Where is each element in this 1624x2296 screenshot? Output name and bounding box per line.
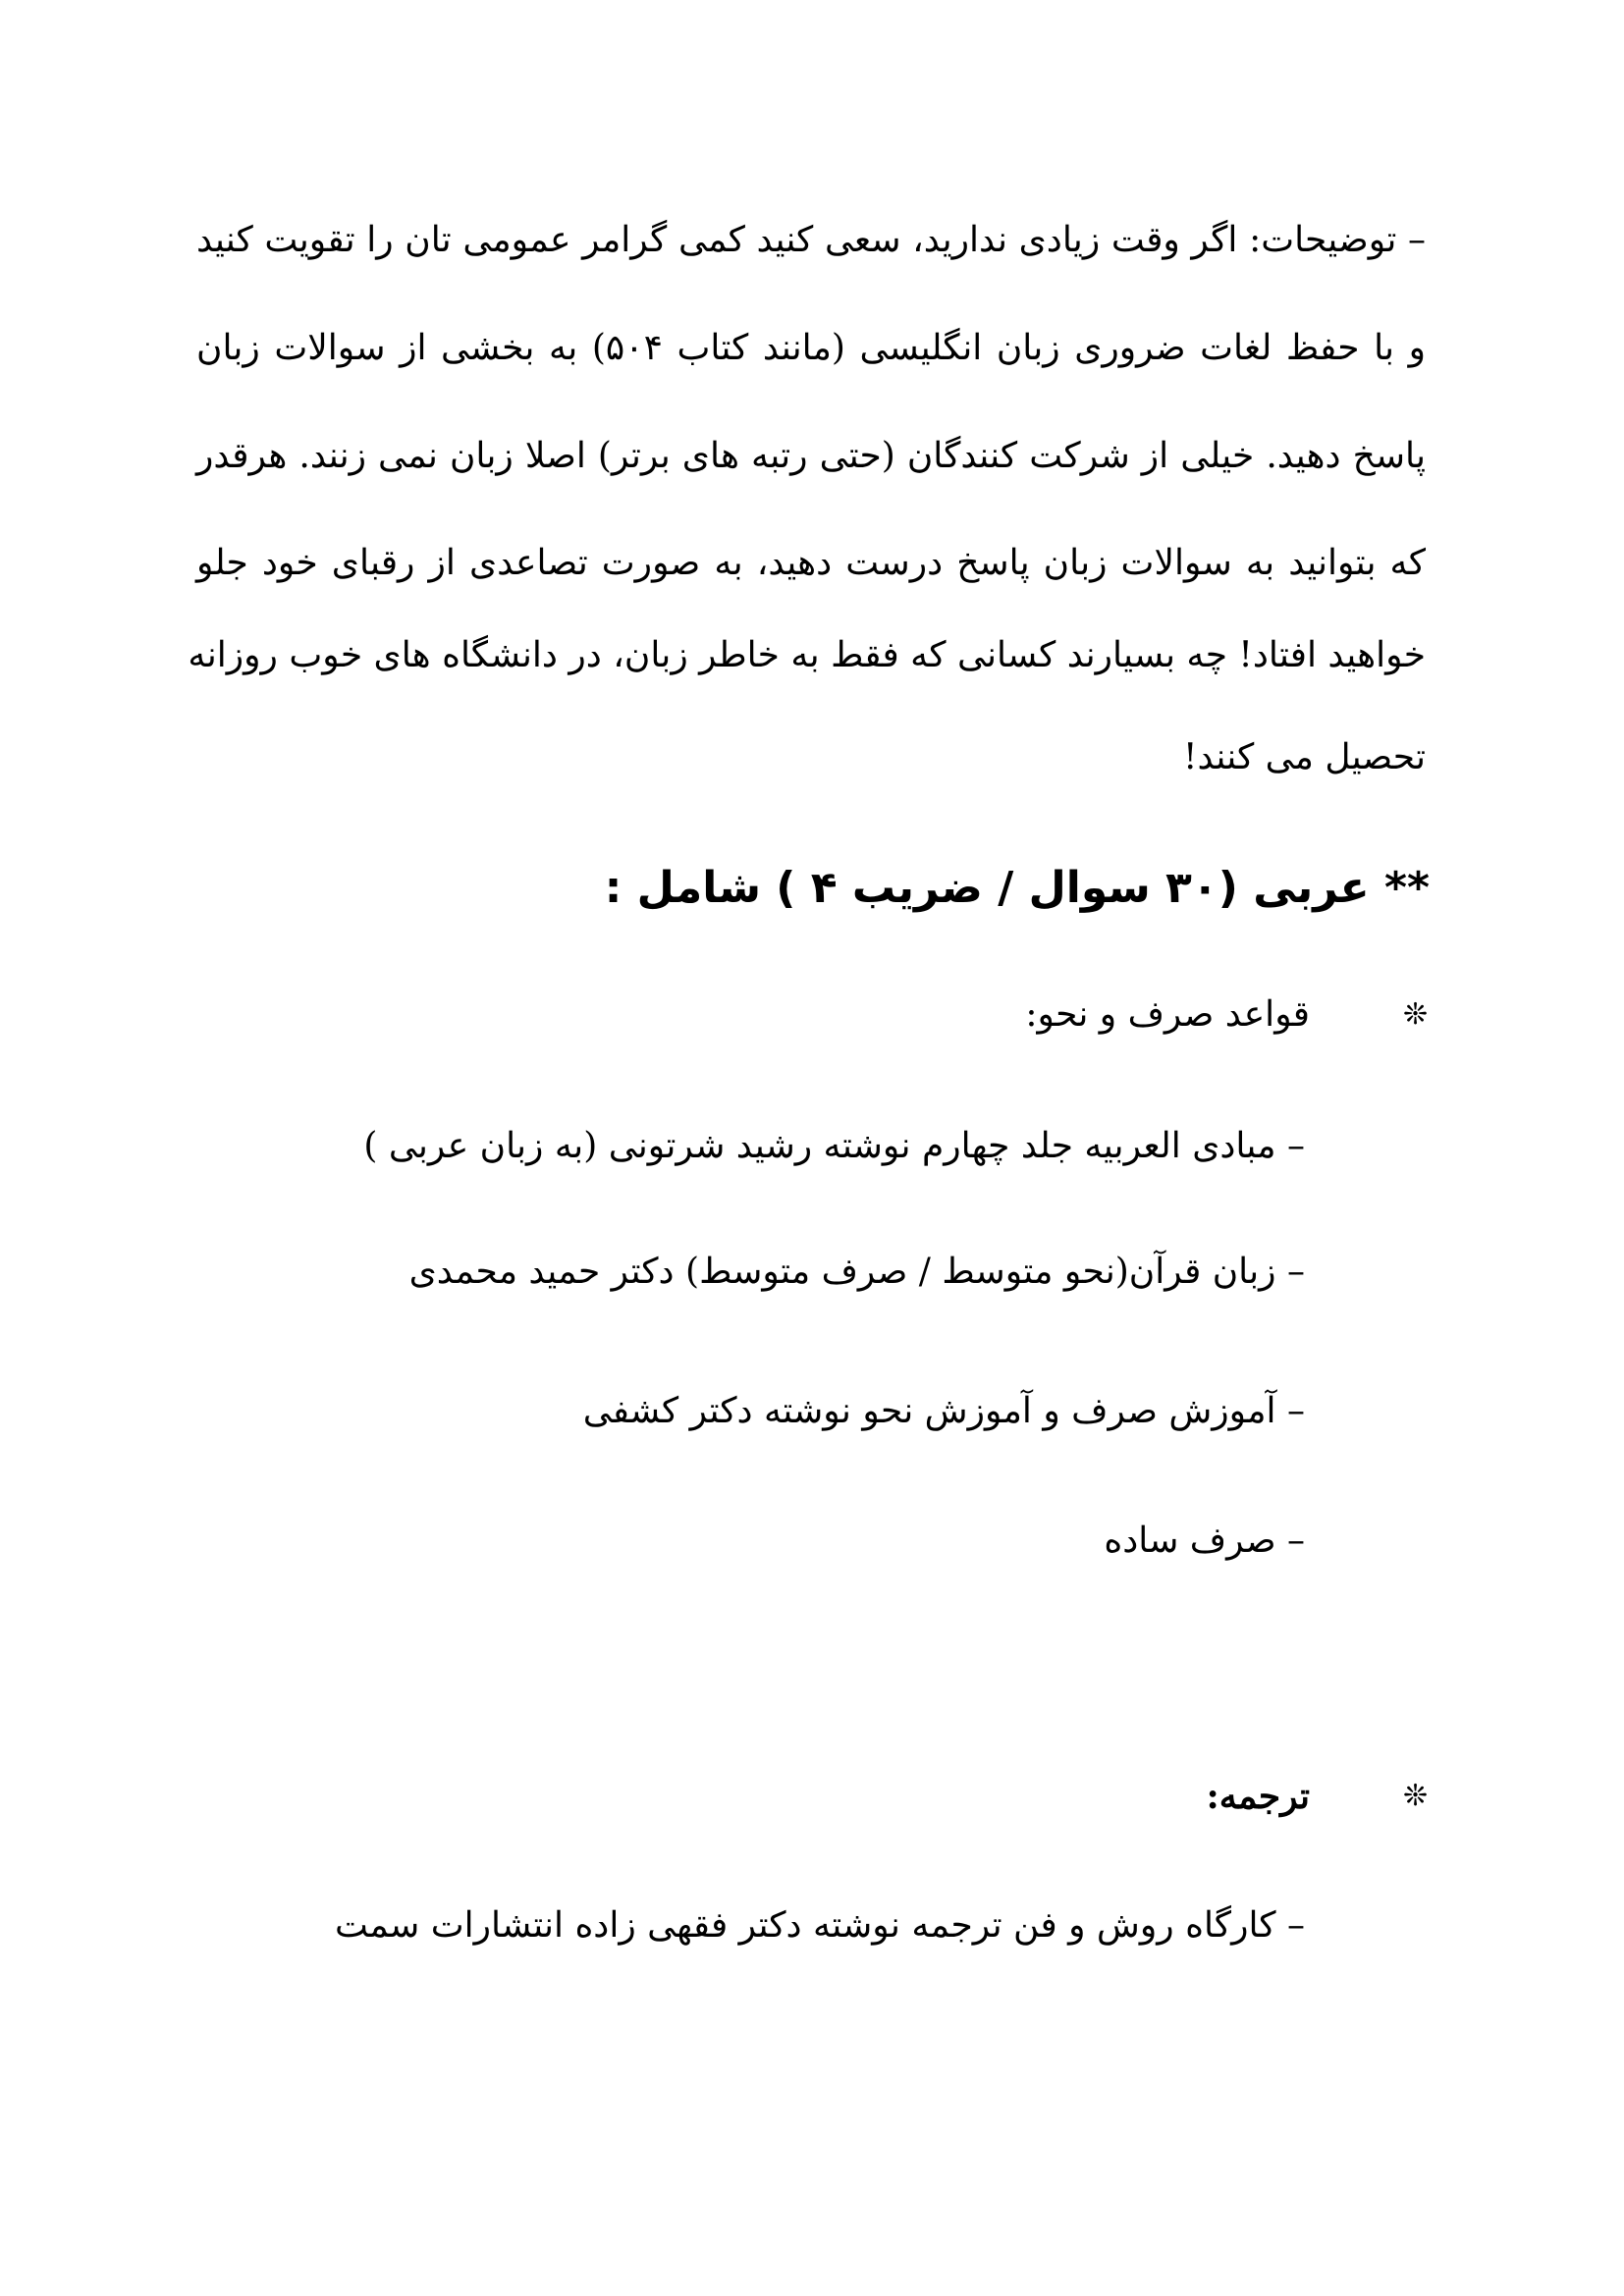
list-item: – کارگاه روش و فن ترجمه نوشته دکتر فقهی زاده انتشارات سمت xyxy=(334,1905,1305,1946)
list-item: – صرف ساده xyxy=(1104,1521,1305,1561)
section-heading-arabic: ** عربی (۳۰ سوال / ضریب ۴ ) شامل : xyxy=(604,863,1430,913)
list-item: – زبان قرآن(نحو متوسط / صرف متوسط) دکتر حمید محمدی xyxy=(408,1252,1305,1292)
asterisk-bullet-icon: ❊ xyxy=(1402,1779,1428,1813)
paragraph-line-6: تحصیل می کنند! xyxy=(1182,737,1426,777)
paragraph-line-4: که بتوانید به سوالات زبان پاسخ درست دهید، به صورت تصاعدی از رقبای خود جلو xyxy=(196,543,1426,583)
paragraph-line-2: و با حفظ لغات ضروری زبان انگلیسی (مانند کتاب ۵۰۴) به بخشی از سوالات زبان xyxy=(196,328,1426,368)
paragraph-line-3: پاسخ دهید. خیلی از شرکت کنندگان (حتی رتبه های برتر) اصلا زبان نمی زنند. هرقدر xyxy=(196,436,1426,476)
paragraph-line-5: خواهید افتاد! چه بسیارند کسانی که فقط به خاطر زبان، در دانشگاه های خوب روزانه xyxy=(188,635,1426,675)
paragraph-line-1: – توضیحات: اگر وقت زیادی ندارید، سعی کنید کمی گرامر عمومی تان را تقویت کنید xyxy=(196,220,1426,260)
subsection-title: ترجمه: xyxy=(1206,1776,1310,1817)
subsection-grammar xyxy=(1025,986,1428,1044)
list-item: – مبادی العربیه جلد چهارم نوشته رشید شرتونی (به زبان عربی ) xyxy=(363,1126,1305,1166)
subsection-translation xyxy=(1206,1767,1428,1826)
list-item: – آموزش صرف و آموزش نحو نوشته دکتر کشفی xyxy=(582,1391,1305,1431)
asterisk-bullet-icon: ❊ xyxy=(1402,997,1428,1032)
subsection-title: قواعد صرف و نحو: xyxy=(1025,994,1310,1035)
